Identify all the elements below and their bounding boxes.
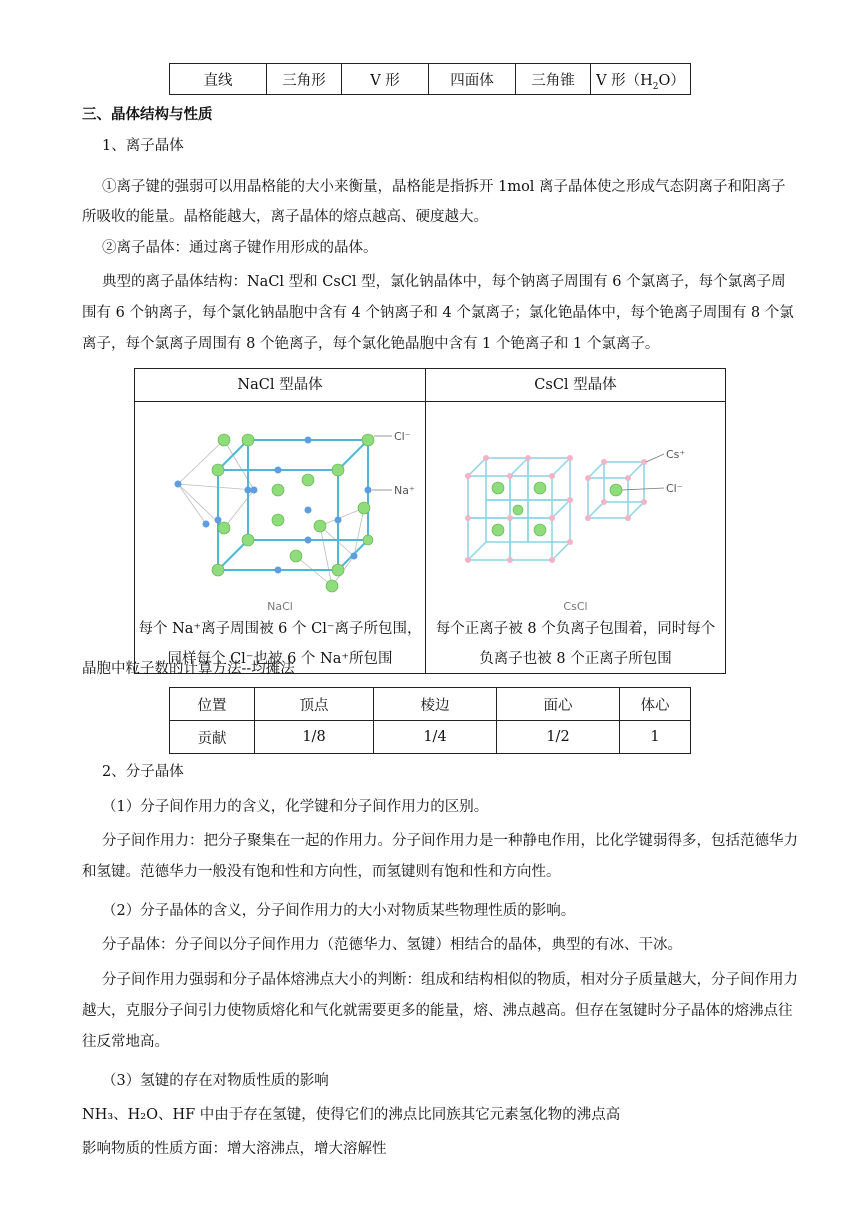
table-cell: 1/2 (497, 721, 620, 754)
cscl-lattice-diagram (428, 406, 724, 594)
cscl-cl-label: Cl⁻ (665, 482, 683, 495)
paragraph: 晶胞中粒子数的计算方法--均摊法 (82, 661, 295, 677)
table-cell: 1/8 (255, 721, 374, 754)
shape-cell: 三角形 (267, 64, 342, 95)
section-heading: 三、晶体结构与性质 (82, 106, 213, 123)
paragraph: NH₃、H₂O、HF 中由于存在氢键，使得它们的沸点比同族其它元素氢化物的沸点高 (82, 1107, 621, 1123)
nacl-na-label: Na⁺ (394, 484, 415, 497)
paragraph: 典型的离子晶体结构：NaCl 型和 CsCl 型，氯化钠晶体中，每个钠离子周围有 6 个氯离子，每个氯离子周围有 6 个钠离子，每个氯化钠晶胞中含有 4 个钠离子和 4 个氯离子；氯化铯晶体中，每个铯离子周围有 8 个氯离子，每个氯离子周围有 8 个铯离子，每个氯化铯晶胞中含有 1 个铯离子和 1 个氯离子。 (82, 274, 794, 352)
paragraph: ②离子晶体：通过离子键作用形成的晶体。 (102, 240, 378, 256)
cscl-description-line: 负离子也被 8 个正离子所包围 (479, 651, 672, 667)
nacl-cl-label: Cl⁻ (394, 430, 411, 443)
shape-cell: 三角锥 (516, 64, 591, 95)
subsection-heading: 1、离子晶体 (102, 138, 184, 154)
table-cell: 体心 (620, 688, 691, 721)
cscl-description-line: 每个正离子被 8 个负离子包围着，同时每个 (435, 621, 716, 637)
shape-cell: 直线 (170, 64, 267, 95)
nacl-figure-caption: NaCl (267, 600, 293, 613)
nacl-header: NaCl 型晶体 (135, 369, 426, 402)
paragraph: 分子间作用力：把分子聚集在一起的作用力。分子间作用力是一种静电作用，比化学键弱得多，包括范德华力和氢键。范德华力一般没有饱和性和方向性，而氢键则有饱和性和方向性。 (82, 833, 798, 880)
shape-cell-h2o: V 形$(H_2O)$ (591, 64, 691, 95)
paragraph: 分子晶体：分子间以分子间作用力（范德华力、氢键）相结合的晶体，典型的有冰、干冰。 (102, 937, 682, 953)
paragraph: 影响物质的性质方面：增大溶沸点，增大溶解性 (82, 1141, 387, 1157)
nacl-cell (135, 402, 426, 674)
table-cell: 顶点 (255, 688, 374, 721)
cscl-figure-caption: CsCl (563, 600, 588, 613)
nacl-description-line: 同样每个 Cl⁻也被 6 个 Na⁺所包围 (167, 651, 393, 667)
table-cell: 1 (620, 721, 691, 754)
paragraph: 分子间作用力强弱和分子晶体熔沸点大小的判断：组成和结构相似的物质，相对分子质量越大，分子间作用力越大，克服分子间引力使物质熔化和气化就需要更多的能量，熔、沸点越高。但存在氢键时分子晶体的熔沸点往往反常地高。 (82, 972, 798, 1050)
paragraph: （1）分子间作用力的含义，化学键和分子间作用力的区别。 (102, 799, 489, 815)
unit-cell-contribution-table (169, 687, 691, 754)
molecular-shape-table (169, 63, 691, 95)
nacl-lattice-diagram (136, 406, 424, 594)
paragraph: （3）氢键的存在对物质性质的影响 (102, 1073, 329, 1089)
crystal-structure-table (134, 368, 726, 674)
cscl-cell (426, 402, 726, 674)
table-cell: 贡献 (170, 721, 255, 754)
cscl-cs-label: Cs⁺ (665, 448, 685, 461)
shape-cell: V 形 (342, 64, 429, 95)
table-cell: 1/4 (374, 721, 497, 754)
paragraph: ①离子键的强弱可以用晶格能的大小来衡量，晶格能是指拆开 1mol 离子晶体使之形成气态阴离子和阳离子所吸收的能量。晶格能越大，离子晶体的熔点越高、硬度越大。 (82, 179, 786, 225)
table-cell: 面心 (497, 688, 620, 721)
table-cell: 位置 (170, 688, 255, 721)
nacl-description-line: 每个 Na⁺离子周围被 6 个 Cl⁻离子所包围， (138, 621, 422, 637)
cscl-header: CsCl 型晶体 (426, 369, 726, 402)
paragraph: （2）分子晶体的含义，分子间作用力的大小对物质某些物理性质的影响。 (102, 903, 576, 919)
table-cell: 棱边 (374, 688, 497, 721)
shape-cell: 四面体 (429, 64, 516, 95)
subsection-heading: 2、分子晶体 (102, 764, 184, 780)
